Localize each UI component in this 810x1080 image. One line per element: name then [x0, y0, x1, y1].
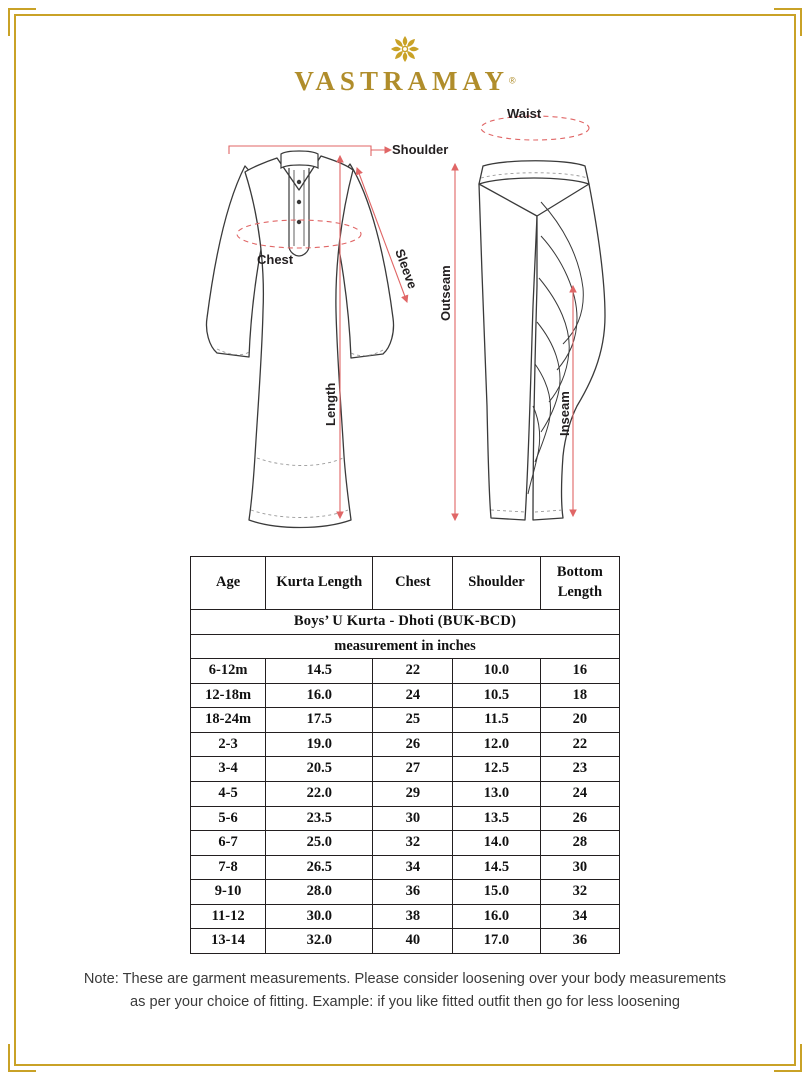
cell-kurta-length: 17.5	[266, 708, 373, 733]
cell-chest: 29	[373, 781, 453, 806]
cell-bottom-length: 36	[540, 929, 619, 954]
cell-age: 7-8	[191, 855, 266, 880]
column-header-shoulder: Shoulder	[453, 557, 541, 610]
cell-age: 6-12m	[191, 659, 266, 684]
measurement-note	[36, 968, 774, 1013]
size-table	[190, 556, 620, 954]
cell-bottom-length: 32	[540, 880, 619, 905]
brand-name: VASTRAMAY	[294, 66, 509, 96]
cell-shoulder: 13.0	[453, 781, 541, 806]
table-title: Boys’ U Kurta - Dhoti (BUK-BCD)	[191, 610, 620, 635]
table-row	[191, 757, 620, 782]
table-row	[191, 880, 620, 905]
label-sleeve: Sleeve	[392, 246, 421, 291]
cell-age: 12-18m	[191, 683, 266, 708]
column-header-kurta-length: Kurta Length	[266, 557, 373, 610]
cell-kurta-length: 23.5	[266, 806, 373, 831]
cell-age: 6-7	[191, 831, 266, 856]
table-row	[191, 806, 620, 831]
cell-shoulder: 14.5	[453, 855, 541, 880]
table-title-row	[191, 610, 620, 635]
cell-chest: 25	[373, 708, 453, 733]
cell-shoulder: 17.0	[453, 929, 541, 954]
table-row	[191, 855, 620, 880]
cell-bottom-length: 23	[540, 757, 619, 782]
cell-age: 3-4	[191, 757, 266, 782]
cell-bottom-length: 18	[540, 683, 619, 708]
cell-age: 13-14	[191, 929, 266, 954]
label-length: Length	[323, 382, 338, 426]
floral-ornament-icon	[385, 34, 425, 64]
cell-chest: 22	[373, 659, 453, 684]
table-subtitle: measurement in inches	[191, 634, 620, 659]
cell-age: 4-5	[191, 781, 266, 806]
cell-bottom-length: 26	[540, 806, 619, 831]
cell-chest: 24	[373, 683, 453, 708]
cell-chest: 32	[373, 831, 453, 856]
table-subtitle-row	[191, 634, 620, 659]
size-table-container	[190, 556, 620, 954]
table-row	[191, 708, 620, 733]
cell-shoulder: 10.5	[453, 683, 541, 708]
cell-kurta-length: 19.0	[266, 732, 373, 757]
corner-ornament-bottom-right	[774, 1044, 802, 1072]
cell-shoulder: 16.0	[453, 904, 541, 929]
cell-chest: 38	[373, 904, 453, 929]
cell-bottom-length: 28	[540, 831, 619, 856]
cell-chest: 30	[373, 806, 453, 831]
column-header-age: Age	[191, 557, 266, 610]
garment-illustration	[185, 106, 625, 536]
label-inseam: Inseam	[557, 391, 572, 436]
cell-chest: 40	[373, 929, 453, 954]
cell-kurta-length: 16.0	[266, 683, 373, 708]
cell-chest: 34	[373, 855, 453, 880]
cell-shoulder: 11.5	[453, 708, 541, 733]
label-chest: Chest	[257, 252, 294, 267]
cell-shoulder: 14.0	[453, 831, 541, 856]
note-line-2: as per your choice of fitting. Example: if you like fitted outfit then go for less loosening	[130, 993, 680, 1010]
cell-bottom-length: 34	[540, 904, 619, 929]
table-row	[191, 659, 620, 684]
corner-ornament-top-right	[774, 8, 802, 36]
cell-chest: 26	[373, 732, 453, 757]
table-header-row	[191, 557, 620, 610]
cell-age: 18-24m	[191, 708, 266, 733]
corner-ornament-top-left	[8, 8, 36, 36]
registered-mark: ®	[508, 75, 516, 86]
cell-shoulder: 15.0	[453, 880, 541, 905]
cell-kurta-length: 28.0	[266, 880, 373, 905]
brand-header	[0, 34, 810, 98]
label-outseam: Outseam	[438, 265, 453, 321]
table-body	[191, 659, 620, 954]
cell-shoulder: 12.0	[453, 732, 541, 757]
label-shoulder: Shoulder	[392, 142, 449, 157]
table-row	[191, 831, 620, 856]
cell-chest: 27	[373, 757, 453, 782]
note-line-1: Note: These are garment measurements. Please consider loosening over your body measurements	[83, 971, 727, 987]
label-waist: Waist	[507, 106, 542, 121]
column-header-bottom-length: Bottom Length	[540, 557, 619, 610]
cell-age: 9-10	[191, 880, 266, 905]
table-row	[191, 781, 620, 806]
cell-shoulder: 13.5	[453, 806, 541, 831]
cell-kurta-length: 20.5	[266, 757, 373, 782]
cell-kurta-length: 32.0	[266, 929, 373, 954]
cell-kurta-length: 30.0	[266, 904, 373, 929]
cell-bottom-length: 22	[540, 732, 619, 757]
cell-bottom-length: 24	[540, 781, 619, 806]
cell-kurta-length: 14.5	[266, 659, 373, 684]
cell-kurta-length: 25.0	[266, 831, 373, 856]
cell-chest: 36	[373, 880, 453, 905]
cell-kurta-length: 22.0	[266, 781, 373, 806]
cell-shoulder: 10.0	[453, 659, 541, 684]
table-row	[191, 683, 620, 708]
cell-age: 5-6	[191, 806, 266, 831]
cell-kurta-length: 26.5	[266, 855, 373, 880]
cell-bottom-length: 20	[540, 708, 619, 733]
cell-bottom-length: 30	[540, 855, 619, 880]
cell-shoulder: 12.5	[453, 757, 541, 782]
table-row	[191, 929, 620, 954]
cell-bottom-length: 16	[540, 659, 619, 684]
cell-age: 2-3	[191, 732, 266, 757]
column-header-chest: Chest	[373, 557, 453, 610]
table-row	[191, 732, 620, 757]
cell-age: 11-12	[191, 904, 266, 929]
corner-ornament-bottom-left	[8, 1044, 36, 1072]
table-row	[191, 904, 620, 929]
